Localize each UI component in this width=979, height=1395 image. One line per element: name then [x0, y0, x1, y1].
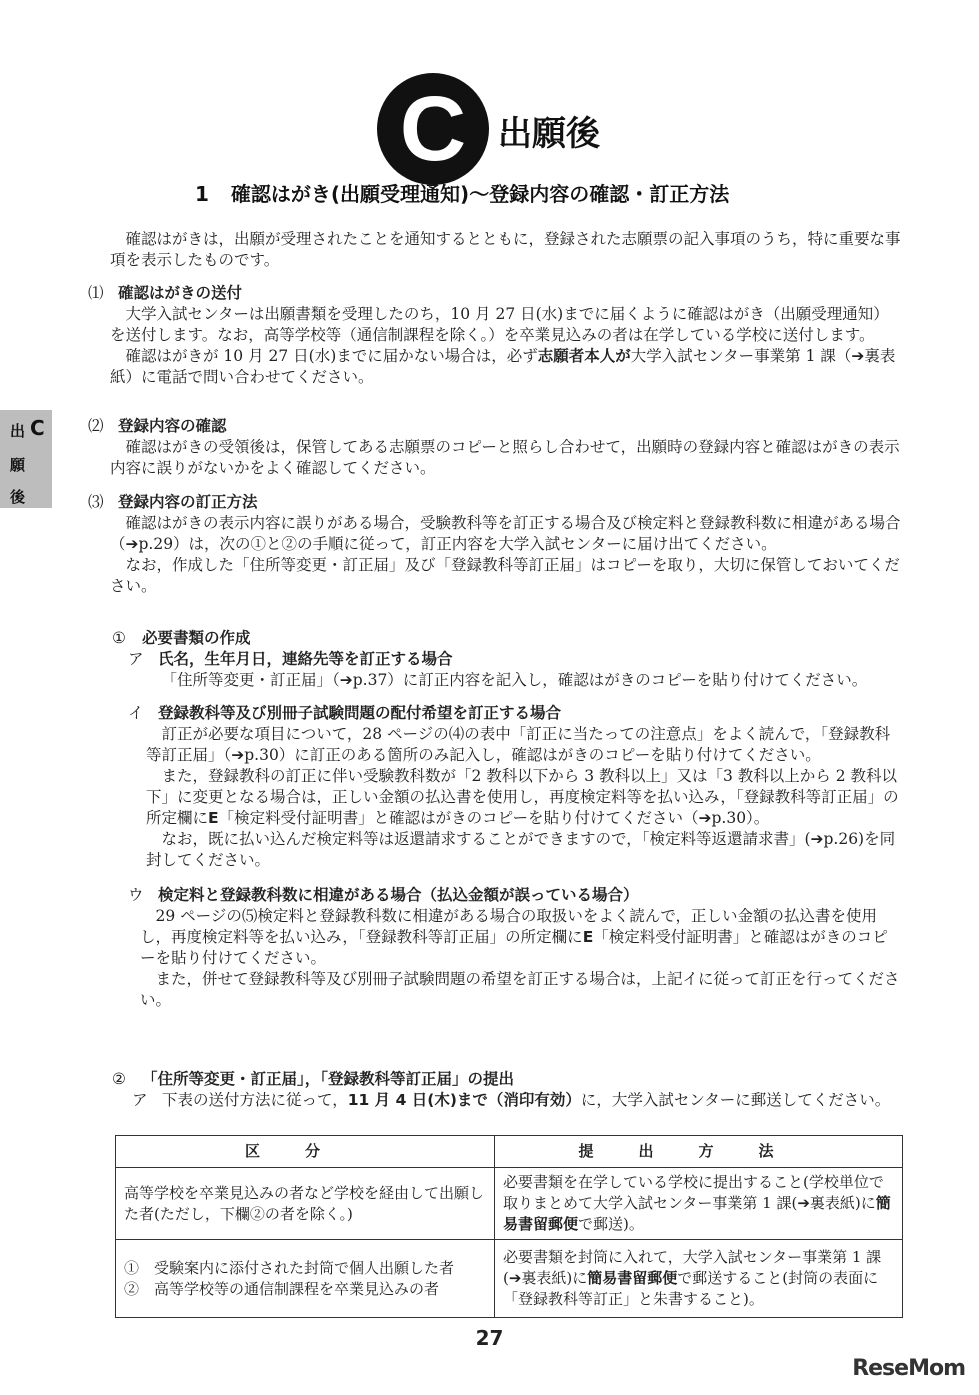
text: で郵送)。 — [578, 1215, 644, 1233]
emphasis: 簡易書留郵便 — [587, 1269, 678, 1287]
heading-text: 「住所等変更・訂正届」，「登録教科等訂正届」の提出 — [142, 1070, 515, 1088]
intro — [110, 229, 902, 271]
step-1 — [112, 628, 902, 1011]
e-marker-icon: E — [208, 809, 219, 827]
text: ② 高等学校等の通信制課程を卒業見込みの者 — [124, 1279, 440, 1298]
heading-text: 必要書類の作成 — [142, 629, 251, 647]
emphasis: 簡易書留郵便 — [503, 1194, 891, 1233]
text: で郵送すること(封筒の表面に「登録教科等訂正」と朱書すること)。 — [503, 1269, 879, 1308]
text: ① 受験案内に添付された封筒で個人出願した者 — [124, 1258, 455, 1277]
marker: ウ — [128, 886, 144, 904]
paragraph: 訂正が必要な項目について，28 ページの⑷の表中「訂正に当たっての注意点」をよく読んで，「登録教科等訂正届」（➔p.30）に訂正のある箇所のみ記入し，確認はがきのコピーを貼り付けてください。 — [146, 725, 891, 764]
table-header-row — [116, 1136, 903, 1168]
table-cell — [495, 1168, 903, 1240]
heading-text: 登録内容の確認 — [118, 417, 227, 435]
heading-text: 検定料と登録教科数に相違がある場合（払込金額が誤っている場合） — [158, 886, 639, 904]
section-3-heading — [88, 492, 902, 513]
paragraph — [140, 906, 902, 969]
marker: ⑶ — [88, 493, 104, 511]
table-cell — [495, 1240, 903, 1318]
step-2-item-a — [112, 1090, 902, 1111]
side-tab-char: 後 — [10, 488, 26, 506]
text: 確認はがきが 10 月 27 日(水)までに届かない場合は，必ず — [125, 347, 538, 365]
section-2-heading — [88, 416, 902, 437]
marker: イ — [128, 704, 144, 722]
paragraph: 確認はがきの表示内容に誤りがある場合，受験教科等を訂正する場合及び検定料と登録教科数に相違がある場合（➔p.29）は，次の①と②の手順に従って，訂正内容を大学入試センターに届け出てください。 — [110, 514, 901, 553]
deadline: 11 月 4 日(木)まで（消印有効） — [347, 1091, 581, 1109]
step-1-heading — [112, 628, 902, 649]
emphasis: 志願者本人が — [537, 347, 631, 365]
side-tab — [0, 410, 52, 508]
chapter-letter: C — [399, 78, 467, 180]
text: また，登録教科の訂正に伴い受験教科数が「2 教科以下から 3 教科以上」又は「3 教科以上から 2 教科以下」に変更となる場合は，正しい金額の払込書を使用し，再度検定料等を払い込み，「登録教科等訂正届」の所定欄に — [146, 767, 899, 827]
marker: ア — [132, 1091, 148, 1109]
section-number: 1 — [195, 182, 209, 206]
section-3 — [88, 492, 902, 597]
table-cell — [116, 1240, 495, 1318]
step-2-heading — [112, 1069, 902, 1090]
item-a-heading — [128, 649, 902, 670]
text: 「検定料受付証明書」と確認はがきのコピーを貼り付けてください（➔p.30）。 — [218, 809, 770, 827]
intro-text: 確認はがきは，出願が受理されたことを通知するとともに，登録された志願票の記入事項のうち，特に重要な事項を表示したものです。 — [110, 230, 901, 269]
table-row — [116, 1168, 903, 1240]
text: 大学入試センター事業第 1 課（➔裏表紙）に電話で問い合わせてください。 — [110, 347, 896, 386]
text: 「検定料受付証明書」と確認はがきのコピーを貼り付けてください。 — [140, 928, 888, 967]
side-tab-letter: C — [30, 416, 45, 440]
paragraph — [162, 1090, 890, 1111]
paragraph: なお，作成した「住所等変更・訂正届」及び「登録教科等訂正届」はコピーを取り，大切に保管しておいてください。 — [110, 556, 900, 595]
section-1-heading — [88, 283, 902, 304]
marker: ⑵ — [88, 417, 104, 435]
marker: ② — [112, 1070, 126, 1088]
text: 必要書類を封筒に入れて，大学入試センター事業第 1 課(➔裏表紙)に — [503, 1248, 882, 1287]
paragraph — [146, 766, 902, 829]
text: 下表の送付方法に従って， — [162, 1091, 348, 1109]
chapter-title: 出願後 — [498, 114, 600, 154]
step-2 — [112, 1069, 902, 1111]
section-title-text: 確認はがき(出願受理通知)～登録内容の確認・訂正方法 — [230, 182, 730, 206]
table-row — [116, 1240, 903, 1318]
marker: ア — [128, 650, 144, 668]
side-tab-char: 出 — [10, 422, 26, 440]
item-u-heading — [128, 885, 902, 906]
heading-text: 登録内容の訂正方法 — [118, 493, 258, 511]
paragraph: なお，既に払い込んだ検定料等は返還請求することができますので，「検定料等返還請求書」(➔p.26)を同封してください。 — [146, 830, 896, 869]
page-number: 27 — [475, 1326, 504, 1350]
text: 必要書類を在学している学校に提出すること(学校単位で取りまとめて大学入試センター事業第 1 課(➔裏表紙)に — [503, 1173, 884, 1212]
resemom-logo: ReseMom — [852, 1356, 965, 1381]
item-i-heading — [128, 703, 902, 724]
chapter-letter-badge — [377, 73, 489, 185]
side-tab-char: 願 — [10, 456, 26, 474]
e-marker-icon: E — [582, 928, 594, 946]
marker: ① — [112, 629, 126, 647]
text: に，大学入試センターに郵送してください。 — [580, 1091, 891, 1109]
section-1 — [88, 283, 902, 388]
column-header: 区分 — [116, 1136, 495, 1168]
table-cell: 高等学校を卒業見込みの者など学校を経由して出願した者(ただし，下欄②の者を除く。) — [116, 1168, 495, 1240]
marker: ⑴ — [88, 284, 104, 302]
section-title — [195, 178, 729, 207]
paragraph: 「住所等変更・訂正届」（➔p.37）に訂正内容を記入し，確認はがきのコピーを貼り付けてください。 — [161, 671, 868, 689]
submission-table — [115, 1135, 903, 1318]
text: 29 ページの⑸検定料と登録教科数に相違がある場合の取扱いをよく読んで，正しい金額の払込書を使用し，再度検定料等を払い込み，「登録教科等訂正届」の所定欄に — [140, 907, 878, 946]
column-header: 提出方法 — [495, 1136, 903, 1168]
heading-text: 氏名，生年月日，連絡先等を訂正する場合 — [158, 650, 453, 668]
paragraph: また，併せて登録教科等及び別冊子試験問題の希望を訂正する場合は，上記イに従って訂正を行ってください。 — [140, 970, 900, 1009]
heading-text: 登録教科等及び別冊子試験問題の配付希望を訂正する場合 — [158, 704, 562, 722]
section-2 — [88, 416, 902, 479]
heading-text: 確認はがきの送付 — [118, 284, 243, 302]
paragraph — [110, 346, 902, 388]
paragraph: 確認はがきの受領後は，保管してある志願票のコピーと照らし合わせて，出願時の登録内容と確認はがきの表示内容に誤りがないかをよく確認してください。 — [110, 438, 900, 477]
paragraph: 大学入試センターは出願書類を受理したのち，10 月 27 日(水)までに届くように確認はがき（出願受理通知）を送付します。なお，高等学校等（通信制課程を除く。）を卒業見込みの者は在学している学校に送付します。 — [110, 305, 889, 344]
